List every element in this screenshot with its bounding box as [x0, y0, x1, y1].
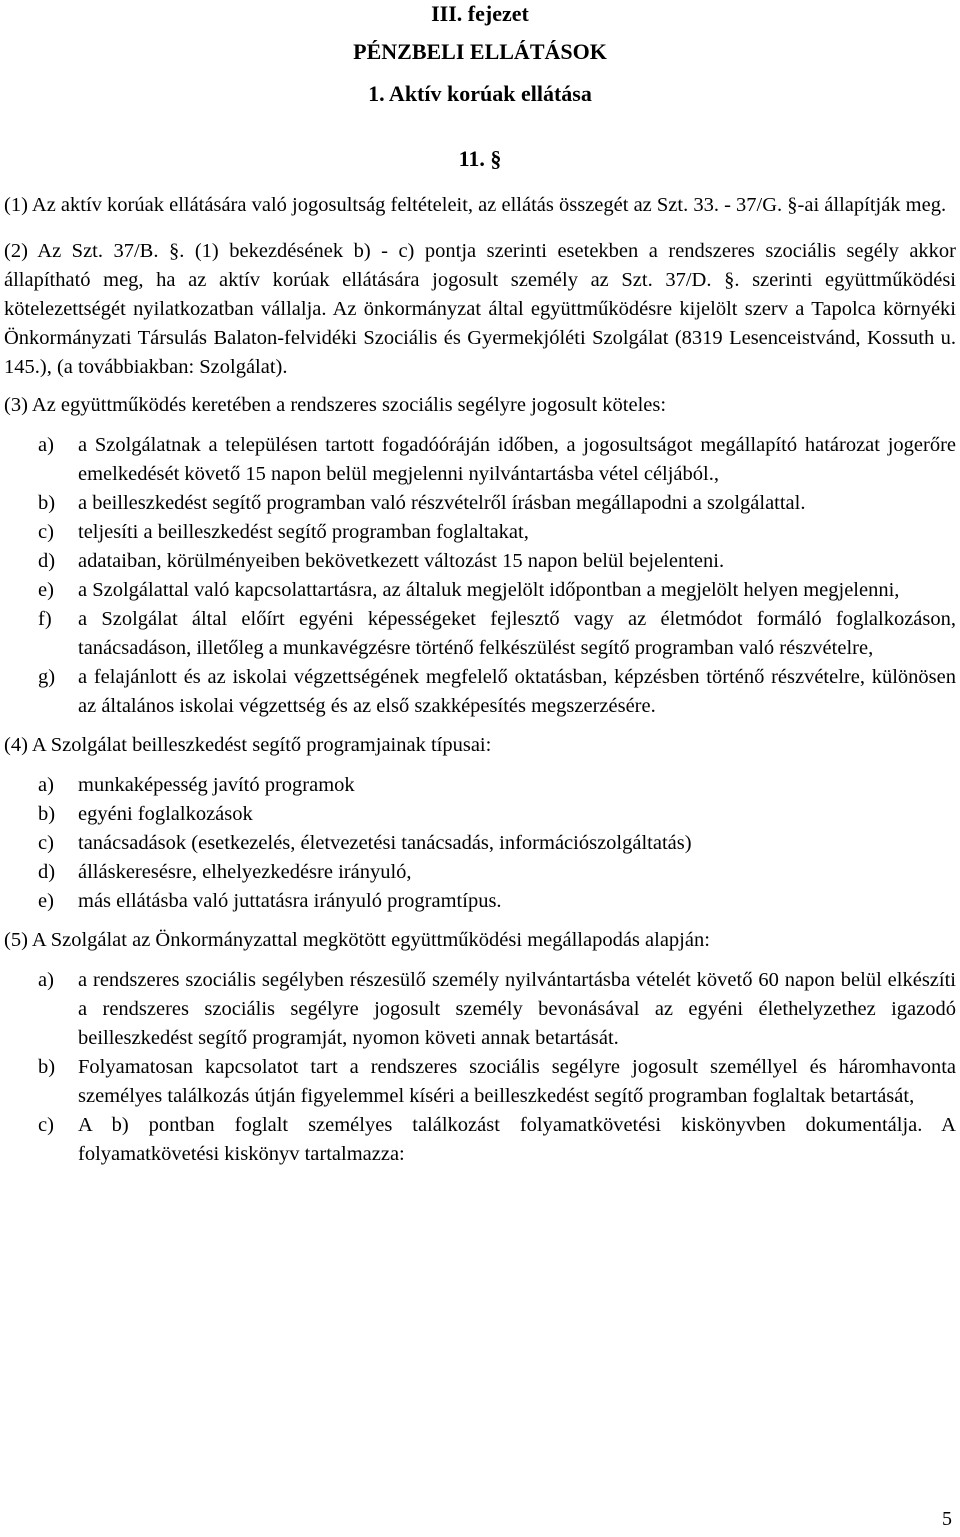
list-item [4, 771, 956, 800]
list-item [4, 605, 956, 663]
list-item [4, 431, 956, 489]
list-item-text: a beilleszkedést segítő programban való részvételről írásban megállapodni a szolgálattal. [78, 492, 806, 514]
list-item-label: c) [38, 832, 54, 854]
list-item-label: a) [38, 969, 54, 991]
list-item-text: Folyamatosan kapcsolatot tart a rendszeres szociális segélyre jogosult személlyel és háromhavonta személyes találkozás útján figyelemmel kíséri a beilleszkedést segítő programban foglaltak betartását, [78, 1056, 956, 1107]
list-item-text: munkaképesség javító programok [78, 774, 355, 796]
list-item-label: d) [38, 550, 56, 572]
list-item [4, 1111, 956, 1169]
list-item [4, 1053, 956, 1111]
list-5 [4, 966, 956, 1169]
list-item [4, 800, 956, 829]
paragraph-3: (3) Az együttműködés keretében a rendszeres szociális segélyre jogosult köteles: [4, 394, 667, 416]
list-item-text: a felajánlott és az iskolai végzettségének megfelelő oktatásban, képzésben történő részvételre, különösen az általános iskolai végzettség és az első szakképesítés megszerzésére. [78, 666, 956, 717]
list-item-label: a) [38, 434, 54, 456]
list-3 [4, 431, 956, 721]
list-item-label: c) [38, 1114, 54, 1136]
chapter-title: PÉNZBELI ELLÁTÁSOK [353, 39, 607, 64]
list-item [4, 576, 956, 605]
list-item-label: b) [38, 803, 56, 825]
list-item [4, 829, 956, 858]
list-item-text: a Szolgálatnak a településen tartott fogadóóráján időben, a jogosultságot megállapító határozat jogerőre emelkedését követő 15 napon belül megjelenni nyilvántartásba vétel céljából., [78, 434, 956, 485]
page-number: 5 [942, 1508, 952, 1530]
list-item-text: A b) pontban foglalt személyes találkozást folyamatkövetési kiskönyvben dokumentálja. A folyamatkövetési kiskönyv tartalmazza: [78, 1114, 956, 1165]
paragraph-number: 11. § [458, 146, 502, 171]
list-item-text: adataiban, körülményeiben bekövetkezett változást 15 napon belül bejelenteni. [78, 550, 725, 572]
paragraph-2: (2) Az Szt. 37/B. §. (1) bekezdésének b) - c) pontja szerinti esetekben a rendszeres szociális segély akkor állapítható meg, ha az aktív korúak ellátására jogosult személy az Szt. 37/D. §. szerinti együttműködési kötelezettségét nyilatkozatban vállalja. Az önkormányzat által együttműködésre kijelölt szerv a Tapolca környéki Önkormányzati Társulás Balaton-felvidéki Szociális és Gyermekjóléti Szolgálat (8319 Lesenceistvánd, Kossuth u. 145.), (a továbbiakban: Szolgálat). [4, 240, 956, 378]
list-item-text: tanácsadások (esetkezelés, életvezetési tanácsadás, információszolgáltatás) [78, 832, 692, 854]
list-item [4, 887, 956, 916]
list-item [4, 663, 956, 721]
list-item-label: d) [38, 861, 56, 883]
list-item-text: teljesíti a beilleszkedést segítő programban foglaltakat, [78, 521, 529, 543]
paragraph-1: (1) Az aktív korúak ellátására való jogosultság feltételeit, az ellátás összegét az Szt. 33. - 37/G. §-ai állapítják meg. [4, 194, 947, 216]
list-item-text: más ellátásba való juttatásra irányuló programtípus. [78, 890, 502, 912]
section-subtitle: 1. Aktív korúak ellátása [368, 81, 592, 106]
list-item-text: a Szolgálat által előírt egyéni képességeket fejlesztő vagy az életmódot formáló foglalkozáson, tanácsadáson, illetőleg a munkavégzésre történő felkészülést segítő programban való részvételre, [78, 608, 956, 659]
list-item-text: a rendszeres szociális segélyben részesülő személy nyilvántartásba vételét követő 60 napon belül elkészíti a rendszeres szociális segélyre jogosult személy bevonásával az egyéni élethelyzethez igazodó beilleszkedést segítő programját, nyomon követi annak betartását. [78, 969, 956, 1049]
list-item-label: b) [38, 492, 56, 514]
list-item [4, 966, 956, 1053]
list-item [4, 547, 956, 576]
list-item-label: g) [38, 666, 56, 688]
paragraph-4: (4) A Szolgálat beilleszkedést segítő programjainak típusai: [4, 734, 492, 756]
chapter-heading: III. fejezet [431, 1, 529, 26]
list-item [4, 858, 956, 887]
document-page [4, 0, 956, 1169]
list-item-label: f) [38, 608, 52, 630]
list-item [4, 518, 956, 547]
list-item-label: a) [38, 774, 54, 796]
list-item-label: b) [38, 1056, 56, 1078]
list-item-text: egyéni foglalkozások [78, 803, 253, 825]
list-item [4, 489, 956, 518]
list-item-text: a Szolgálattal való kapcsolattartásra, az általuk megjelölt időpontban a megjelölt helyen megjelenni, [78, 579, 900, 601]
list-item-label: e) [38, 890, 54, 912]
list-item-label: c) [38, 521, 54, 543]
paragraph-5: (5) A Szolgálat az Önkormányzattal megkötött együttműködési megállapodás alapján: [4, 929, 710, 951]
list-item-text: álláskeresésre, elhelyezkedésre irányuló, [78, 861, 412, 883]
list-4 [4, 771, 956, 916]
list-item-label: e) [38, 579, 54, 601]
